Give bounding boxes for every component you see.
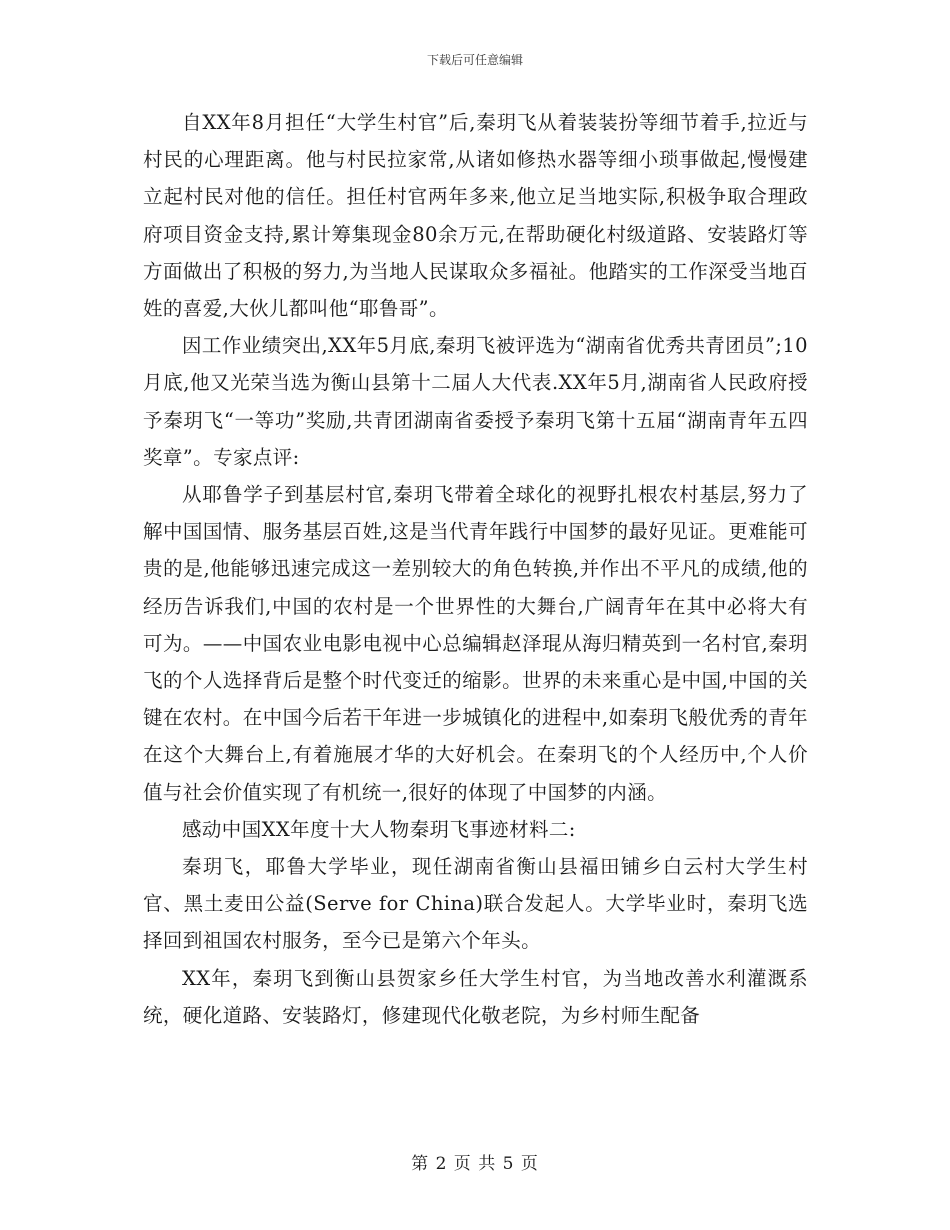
page-number-footer: 第 2 页 共 5 页 bbox=[411, 1154, 539, 1174]
paragraph-3: 从耶鲁学子到基层村官,秦玥飞带着全球化的视野扎根农村基层,努力了解中国国情、服务基层百姓,这是当代青年践行中国梦的最好见证。更难能可贵的是,他能够迅速完成这一差别较大的角色转换,并作出不平凡的成绩,他的经历告诉我们,中国的农村是一个世界性的大舞台,广阔青年在其中必将大有可为。——中国农业电影电视中心总编辑赵泽琨从海归精英到一名村官,秦玥飞的个人选择背后是整个时代变迁的缩影。世界的未来重心是中国,中国的关键在农村。在中国今后若干年进一步城镇化的进程中,如秦玥飞般优秀的青年在这个大舞台上,有着施展才华的大好机会。在秦玥飞的个人经历中,个人价值与社会价值实现了有机统一,很好的体现了中国梦的内涵。 bbox=[143, 483, 808, 804]
paragraph-2: 因工作业绩突出,XX年5月底,秦玥飞被评选为“湖南省优秀共青团员”;10月底,他又光荣当选为衡山县第十二届人大代表.XX年5月,湖南省人民政府授予秦玥飞“一等功”奖励,共青团湖南省委授予秦玥飞第十五届“湖南青年五四奖章”。专家点评: bbox=[143, 334, 808, 469]
page-header: 下载后可任意编辑 bbox=[426, 53, 523, 67]
paragraph-4-heading: 感动中国XX年度十大人物秦玥飞事迹材料二: bbox=[182, 817, 576, 841]
paragraph-6: XX年，秦玥飞到衡山县贺家乡任大学生村官，为当地改善水利灌溉系统，硬化道路、安装路灯，修建现代化敬老院，为乡村师生配备 bbox=[143, 966, 808, 1027]
paragraph-1: 自XX年8月担任“大学生村官”后,秦玥飞从着装装扮等细节着手,拉近与村民的心理距离。他与村民拉家常,从诸如修热水器等细小琐事做起,慢慢建立起村民对他的信任。担任村官两年多来,他立足当地实际,积极争取合理政府项目资金支持,累计筹集现金80余万元,在帮助硬化村级道路、安装路灯等方面做出了积极的努力,为当地人民谋取众多福祉。他踏实的工作深受当地百姓的喜爱,大伙儿都叫他“耶鲁哥”。 bbox=[143, 111, 808, 321]
paragraph-5: 秦玥飞，耶鲁大学毕业，现任湖南省衡山县福田铺乡白云村大学生村官、黑土麦田公益(Serve for China)联合发起人。大学毕业时，秦玥飞选择回到祖国农村服务，至今已是第六个年头。 bbox=[143, 855, 808, 953]
document-body bbox=[143, 104, 808, 1034]
